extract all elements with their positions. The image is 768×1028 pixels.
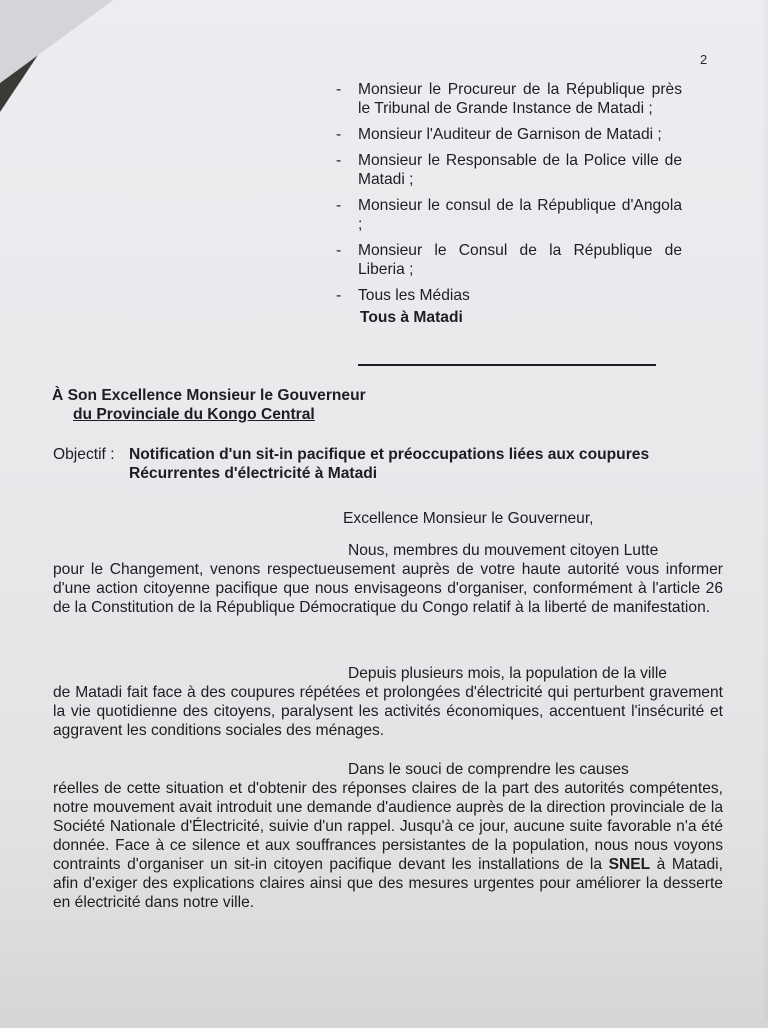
subject-line1: Notification d'un sit-in pacifique et préoccupations liées aux coupures <box>129 446 650 463</box>
recipients-closing: Tous à Matadi <box>360 309 463 326</box>
paragraph-body: de Matadi fait face à des coupures répétées et prolongées d'électricité qui perturbent gravement la vie quotidienne des citoyens, paralysent les activités économiques, accentuent l'insécurité et aggravent les conditions sociales des ménages. <box>53 684 723 739</box>
recipient-text: Monsieur le Responsable de la Police ville de Matadi ; <box>358 152 682 188</box>
list-dash: - <box>336 242 342 259</box>
paragraph-first-line: Nous, membres du mouvement citoyen Lutte <box>348 542 659 559</box>
list-dash: - <box>336 287 342 304</box>
subject-label: Objectif : <box>53 446 115 463</box>
paragraph-body <box>53 779 723 912</box>
snel-bold: SNEL <box>608 856 651 873</box>
recipient-list <box>336 80 682 327</box>
addressee-line2: du Provinciale du Kongo Central <box>73 406 315 423</box>
recipient-text: Monsieur l'Auditeur de Garnison de Matadi ; <box>358 126 662 143</box>
list-dash: - <box>336 81 342 98</box>
recipient-text: Monsieur le Consul de la République de Liberia ; <box>358 242 682 278</box>
addressee-block <box>52 386 366 424</box>
underlying-sheet <box>0 0 116 86</box>
divider-rule <box>358 364 656 366</box>
paragraph-first-line: Depuis plusieurs mois, la population de la ville <box>348 665 667 682</box>
list-item <box>336 196 682 234</box>
salutation: Excellence Monsieur le Gouverneur, <box>343 510 594 527</box>
list-item <box>336 286 682 305</box>
recipient-text: Monsieur le Procureur de la République près le Tribunal de Grande Instance de Matadi ; <box>358 81 682 117</box>
paragraph-text: réelles de cette situation et d'obtenir des réponses claires de la part des autorités compétentes, notre mouvement avait introduit une demande d'audience auprès de la direction provinciale de la Société Nationale d'Électricité, suivie d'un rappel. Jusqu'à ce jour, aucune suite favorable n'a été donnée. Face à ce silence et aux souffrances persistantes de la population, nous nous voyons contraints d'organiser un sit-in citoyen pacifique devant les installations de la <box>53 780 723 873</box>
list-item <box>336 241 682 279</box>
recipient-text: Tous les Médias <box>358 287 470 304</box>
paragraph <box>53 541 723 617</box>
subject-block <box>53 445 713 483</box>
paragraph <box>53 664 723 740</box>
subject-line2: Récurrentes d'électricité à Matadi <box>129 465 378 482</box>
page-shadow <box>762 0 768 1022</box>
list-item <box>336 151 682 189</box>
paragraph <box>53 760 723 912</box>
paragraph-text: à Matadi, afin d'exiger des explications claires ainsi que des mesures urgentes pour améliorer la desserte en électricité dans notre ville. <box>53 856 723 911</box>
list-item <box>336 80 682 118</box>
paragraph-body: pour le Changement, venons respectueusement auprès de votre haute autorité vous informer d'une action citoyenne pacifique que nous envisageons d'organiser, conformément à l'article 26 de la Constitution de la République Démocratique du Congo relatif à la liberté de manifestation. <box>53 561 723 616</box>
list-dash: - <box>336 197 342 214</box>
list-dash: - <box>336 152 342 169</box>
recipient-text: Monsieur le consul de la République d'Angola ; <box>358 197 682 233</box>
addressee-line1: À Son Excellence Monsieur le Gouverneur <box>52 387 366 404</box>
list-dash: - <box>336 126 342 143</box>
page-number: 2 <box>700 52 708 67</box>
list-item <box>336 125 682 144</box>
paragraph-first-line: Dans le souci de comprendre les causes <box>348 761 629 778</box>
